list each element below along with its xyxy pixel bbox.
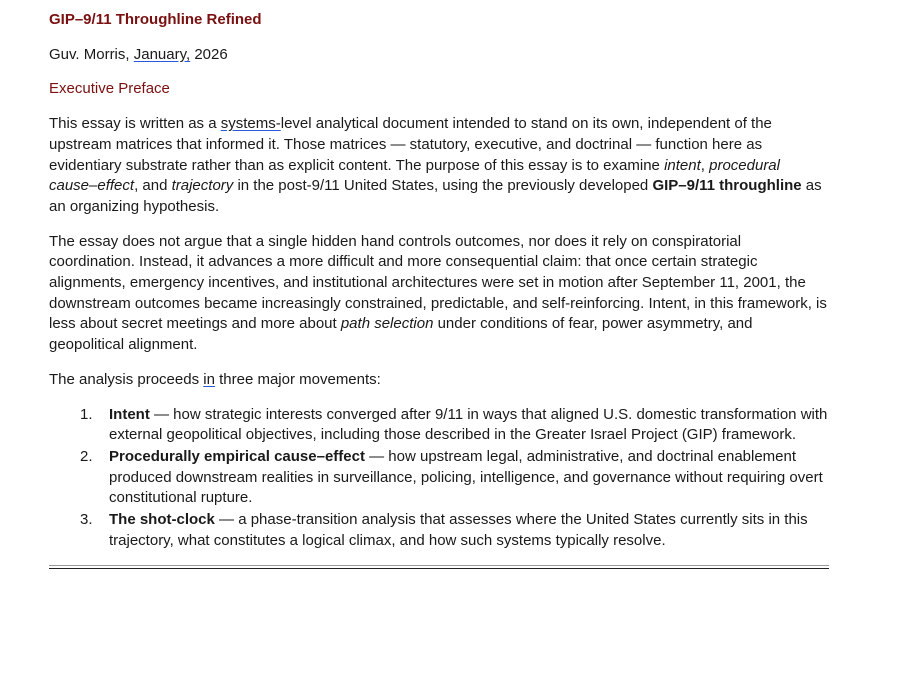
list-item	[49, 510, 831, 551]
list-term: Procedurally empirical cause–effect	[109, 447, 365, 465]
list-item	[49, 405, 831, 446]
flagged-word: systems-	[220, 115, 281, 133]
list-text: — how upstream legal, administrative, and doctrinal enablement produced downstream realities in surveillance, policing, intelligence, and governance without requiring overt constitutional rupture.	[109, 447, 823, 507]
text: three major movements:	[214, 370, 381, 388]
list-text: — a phase-transition analysis that assesses where the United States currently sits in this trajectory, what constitutes a logical climax, and how such systems typically resolve.	[109, 511, 808, 549]
text: as an organizing hypothesis.	[49, 177, 822, 215]
text: in the post-9/11 United States, using the previously developed	[233, 177, 653, 195]
document-page	[49, 10, 831, 569]
byline	[49, 45, 831, 66]
paragraph-3	[49, 370, 831, 391]
section-heading: Executive Preface	[49, 80, 170, 98]
document-title: GIP–9/11 Throughline Refined	[49, 11, 262, 28]
italic-text: path selection	[340, 315, 434, 333]
text: This essay is written as a	[49, 115, 221, 133]
horizontal-rule	[49, 565, 829, 569]
list-text: — how strategic interests converged after 9/11 in ways that aligned U.S. domestic transformation with external geopolitical objectives, including those described in the Greater Israel Project (GIP) framework.	[109, 405, 828, 444]
byline-year: 2026	[190, 45, 228, 63]
list-term: The shot-clock	[109, 511, 215, 529]
text: The essay does not argue that a single hidden hand controls outcomes, nor does it rely on conspiratorial coordination. Instead, it advances a more difficult and more consequential claim: that once certain strategic alignments, emergency incentives, and institutional architectures were set in motion after September 11, 2001, the downstream outcomes became increasingly constrained, predictable, and self-reinforcing. Intent, in this framework, is less about secret meetings and more about	[49, 232, 827, 333]
byline-author: Guv. Morris,	[49, 45, 134, 63]
text: ,	[700, 156, 710, 174]
text: level analytical document intended to stand on its own, independent of the upstream matrices that informed it. Those matrices — statutory, executive, and doctrinal — function here as evidentiary substrate rather than as explicit content. The purpose of this essay is to examine	[49, 115, 772, 174]
text: , and	[134, 177, 172, 195]
list-term: Intent	[109, 405, 150, 423]
text: The analysis proceeds	[49, 370, 204, 388]
italic-text: procedural cause–effect	[49, 156, 780, 195]
paragraph-1	[49, 114, 831, 218]
flagged-word: in	[203, 370, 215, 388]
text: under conditions of fear, power asymmetry, and geopolitical alignment.	[49, 315, 753, 354]
italic-text: trajectory	[171, 177, 234, 195]
italic-text: intent	[664, 156, 701, 174]
list-number: 2.	[80, 447, 93, 465]
bold-text: GIP–9/11 throughline	[652, 177, 802, 195]
movements-list	[49, 405, 831, 552]
paragraph-2	[49, 232, 831, 356]
list-number: 3.	[80, 511, 93, 529]
list-item	[49, 447, 831, 509]
byline-month: January,	[133, 45, 191, 63]
list-number: 1.	[80, 405, 93, 423]
